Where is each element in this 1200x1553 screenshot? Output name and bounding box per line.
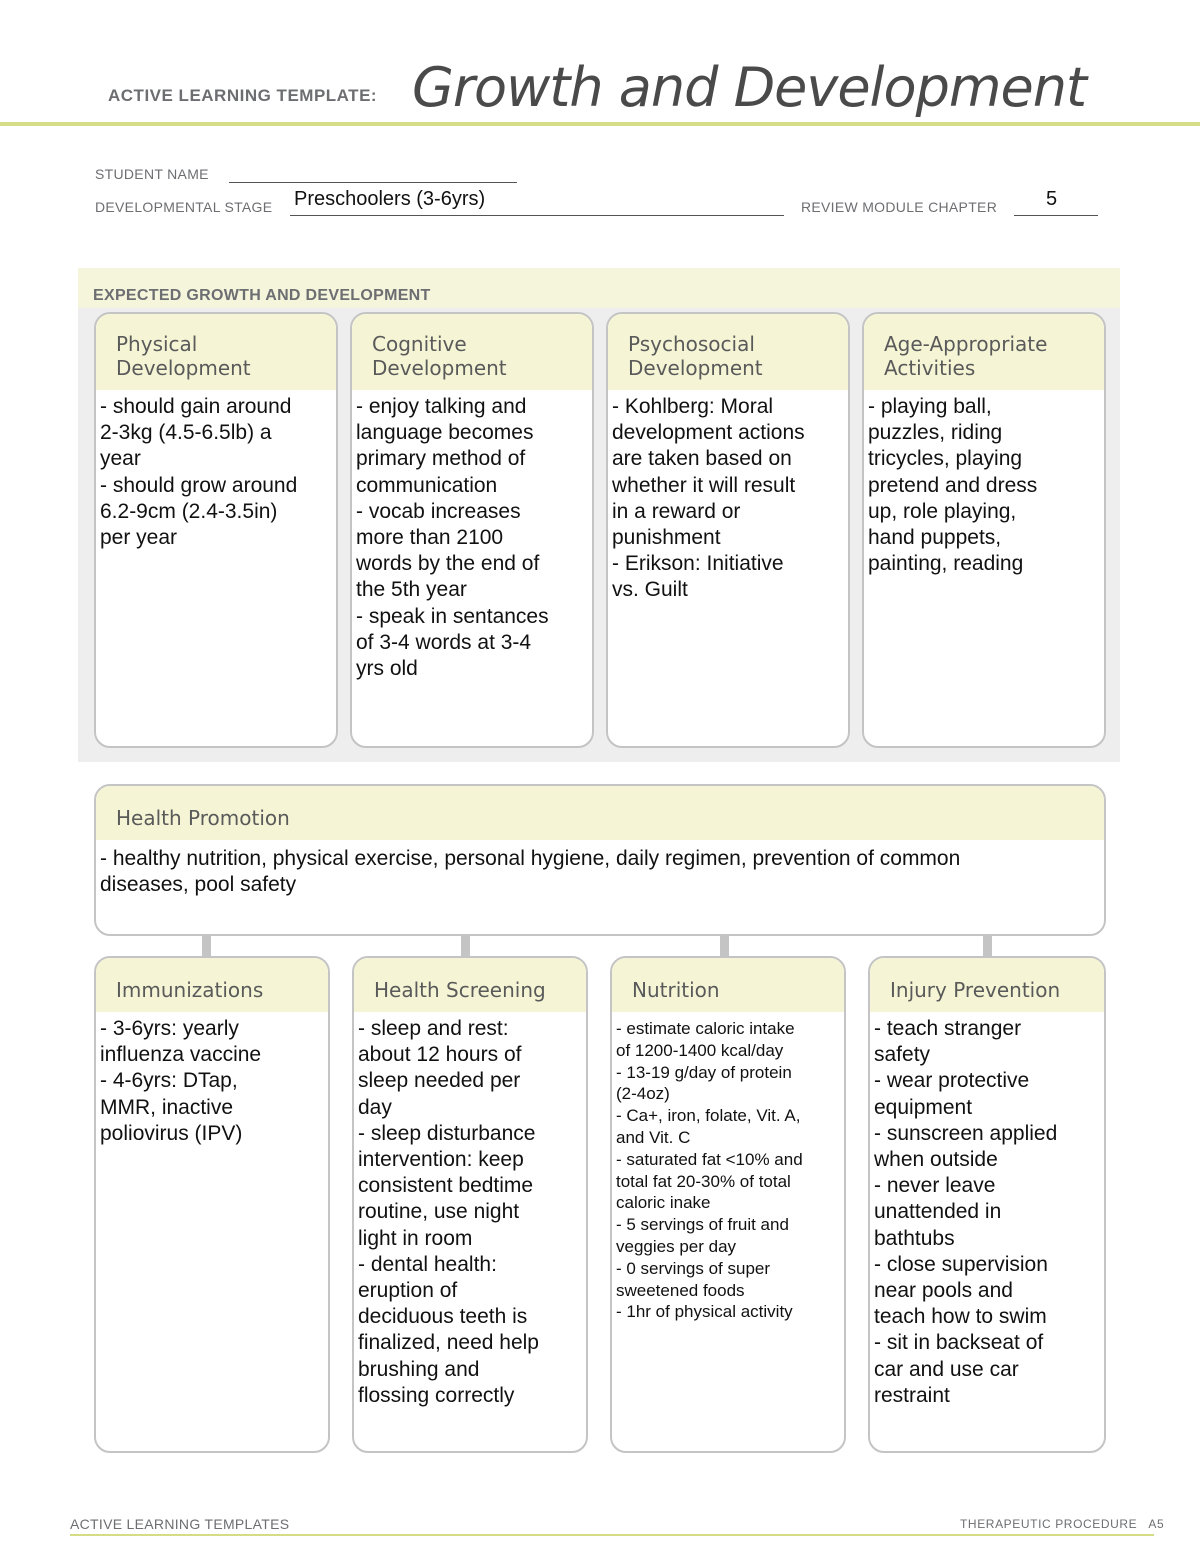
card-heading [864,314,1104,390]
developmental-stage-label: DEVELOPMENTAL STAGE [95,199,273,215]
card-heading-line: Activities [884,356,976,380]
footer-divider [70,1534,1154,1536]
card-text-line: unattended in [874,1200,1002,1224]
card-text-line: year [100,447,141,471]
card-body [352,390,592,682]
card-text-line: primary method of [356,447,526,471]
health-promotion-card [94,784,1106,936]
card-text-line: flossing correctly [358,1383,515,1407]
connector [461,934,470,956]
card-text-line: - 3-6yrs: yearly [100,1017,239,1040]
card-text-line: are taken based on [612,447,792,471]
card-text-line: - 5 servings of fruit and [616,1215,789,1235]
card-text-line: total fat 20-30% of total [616,1171,791,1191]
card-text-line: diseases, pool safety [100,873,297,897]
card-text-line: when outside [874,1148,998,1172]
card-text-line: words by the end of [356,552,540,576]
card-text-line: - dental health: [358,1252,497,1276]
card-text-line: whether it will result [612,473,796,497]
card-text-line: restraint [874,1383,950,1407]
card-text-line: finalized, need help [358,1331,539,1355]
card-text-line: - close supervision [874,1252,1048,1276]
card-text-line: teach how to swim [874,1305,1047,1329]
card-text-line: tricycles, playing [868,447,1023,471]
card-text-line: - sit in backseat of [874,1331,1044,1355]
card-text-line: per year [100,526,178,550]
card-text-line: the 5th year [356,578,467,602]
card-text-line: car and use car [874,1357,1019,1381]
card-heading: Health Promotion [96,786,1104,840]
card-text-line: pretend and dress [868,473,1038,497]
injury-prevention-card [868,956,1106,1453]
card-body [96,1012,328,1147]
card-text-line: veggies per day [616,1236,737,1256]
card-text-line: - Kohlberg: Moral [612,395,774,418]
card-text-line: - 13-19 g/day of protein [616,1062,792,1082]
card-text-line: - wear protective [874,1069,1030,1093]
card-text-line: - estimate caloric intake [616,1019,795,1038]
physical-development-card [94,312,338,748]
card-heading [608,314,848,390]
footer-right: THERAPEUTIC PROCEDURE A5 [960,1517,1165,1531]
card-text-line: routine, use night [358,1200,520,1224]
card-text-line: - playing ball, [868,395,992,418]
card-text-line: intervention: keep [358,1148,524,1172]
card-heading-line: Development [116,356,251,380]
card-text-line: - saturated fat <10% and [616,1149,803,1169]
card-text-line: eruption of [358,1279,458,1303]
card-text-line: sweetened foods [616,1280,745,1300]
psychosocial-development-card [606,312,850,748]
health-screening-card [352,956,588,1453]
card-text-line: - 4-6yrs: DTap, [100,1069,238,1093]
developmental-stage-value: Preschoolers (3-6yrs) [294,188,486,210]
review-chapter-value: 5 [1046,188,1058,210]
student-name-label: STUDENT NAME [95,166,209,182]
card-text-line: yrs old [356,657,418,681]
card-body [612,1012,844,1323]
card-text-line: influenza vaccine [100,1043,262,1067]
card-text-line: painting, reading [868,552,1024,576]
student-name-field[interactable] [229,182,517,183]
card-text-line: - Erikson: Initiative [612,552,784,576]
card-text-line: - healthy nutrition, physical exercise, personal hygiene, daily regimen, prevention of common [100,847,961,870]
card-heading-line: Physical [116,332,198,356]
card-text-line: - should grow around [100,473,298,497]
card-text-line: of 3-4 words at 3-4 [356,630,532,654]
card-text-line: - sleep disturbance [358,1121,536,1145]
card-text-line: bathtubs [874,1226,955,1250]
card-text-line: deciduous teeth is [358,1305,528,1329]
header-divider [0,122,1200,126]
card-heading: Health Screening [354,958,586,1012]
card-text-line: near pools and [874,1279,1013,1303]
card-text-line: up, role playing, [868,499,1017,523]
review-chapter-label: REVIEW MODULE CHAPTER [801,199,998,215]
connector [720,934,729,956]
card-text-line: equipment [874,1095,973,1119]
card-text-line: punishment [612,526,721,550]
card-text-line: caloric inake [616,1193,711,1213]
connector [202,934,211,956]
card-text-line: in a reward or [612,499,741,523]
connector [983,934,992,956]
card-body [354,1012,586,1409]
card-text-line: 2-3kg (4.5-6.5lb) a [100,421,272,445]
card-heading: Immunizations [96,958,328,1012]
card-text-line: communication [356,473,498,497]
card-text-line: more than 2100 [356,526,504,550]
card-body [864,390,1104,577]
card-text-line: - speak in sentances [356,604,549,628]
card-heading-line: Development [372,356,507,380]
card-text-line: safety [874,1043,931,1067]
card-text-line: - enjoy talking and [356,395,527,418]
card-body [608,390,848,604]
card-text-line: vs. Guilt [612,578,688,602]
card-text-line: - sunscreen applied [874,1121,1058,1145]
card-body [96,390,336,551]
card-text-line: about 12 hours of [358,1043,522,1067]
card-heading-line: Development [628,356,763,380]
card-text-line: brushing and [358,1357,480,1381]
card-text-line: - teach stranger [874,1017,1022,1040]
card-text-line: 6.2-9cm (2.4-3.5in) [100,499,278,523]
card-heading-line: Psychosocial [628,332,755,356]
card-text-line: consistent bedtime [358,1174,534,1198]
card-text-line: (2-4oz) [616,1084,670,1104]
card-text-line: sleep needed per [358,1069,521,1093]
card-heading: Nutrition [612,958,844,1012]
age-appropriate-activities-card [862,312,1106,748]
cognitive-development-card [350,312,594,748]
card-text-line: puzzles, riding [868,421,1003,445]
immunizations-card [94,956,330,1453]
card-text-line: day [358,1095,392,1119]
card-text-line: - 0 servings of super [616,1258,771,1278]
card-text-line: - should gain around [100,395,292,418]
card-text-line: language becomes [356,421,534,445]
card-text-line: poliovirus (IPV) [100,1121,243,1145]
card-text-line: light in room [358,1226,473,1250]
card-body [870,1012,1104,1409]
footer-left: ACTIVE LEARNING TEMPLATES [70,1516,290,1532]
card-heading-line: Age-Appropriate [884,332,1048,356]
card-text-line: - 1hr of physical activity [616,1302,793,1322]
card-text-line: - vocab increases [356,499,521,523]
card-text-line: - Ca+, iron, folate, Vit. A, [616,1106,801,1126]
template-label: ACTIVE LEARNING TEMPLATE: [108,86,378,105]
card-text-line: MMR, inactive [100,1095,234,1119]
card-heading [352,314,592,390]
card-heading: Injury Prevention [870,958,1104,1012]
developmental-stage-field[interactable] [290,215,784,216]
nutrition-card [610,956,846,1453]
card-text-line: - sleep and rest: [358,1017,509,1040]
card-text-line: - never leave [874,1174,996,1198]
card-text-line: hand puppets, [868,526,1002,550]
expected-growth-title: EXPECTED GROWTH AND DEVELOPMENT [93,287,431,304]
page-title: Growth and Development [412,56,1087,119]
card-body [96,840,1104,898]
card-text-line: development actions [612,421,805,445]
card-text-line: of 1200-1400 kcal/day [616,1040,784,1060]
card-heading-line: Cognitive [372,332,467,356]
card-heading [96,314,336,390]
card-text-line: and Vit. C [616,1127,691,1147]
review-chapter-field[interactable] [1014,215,1098,216]
